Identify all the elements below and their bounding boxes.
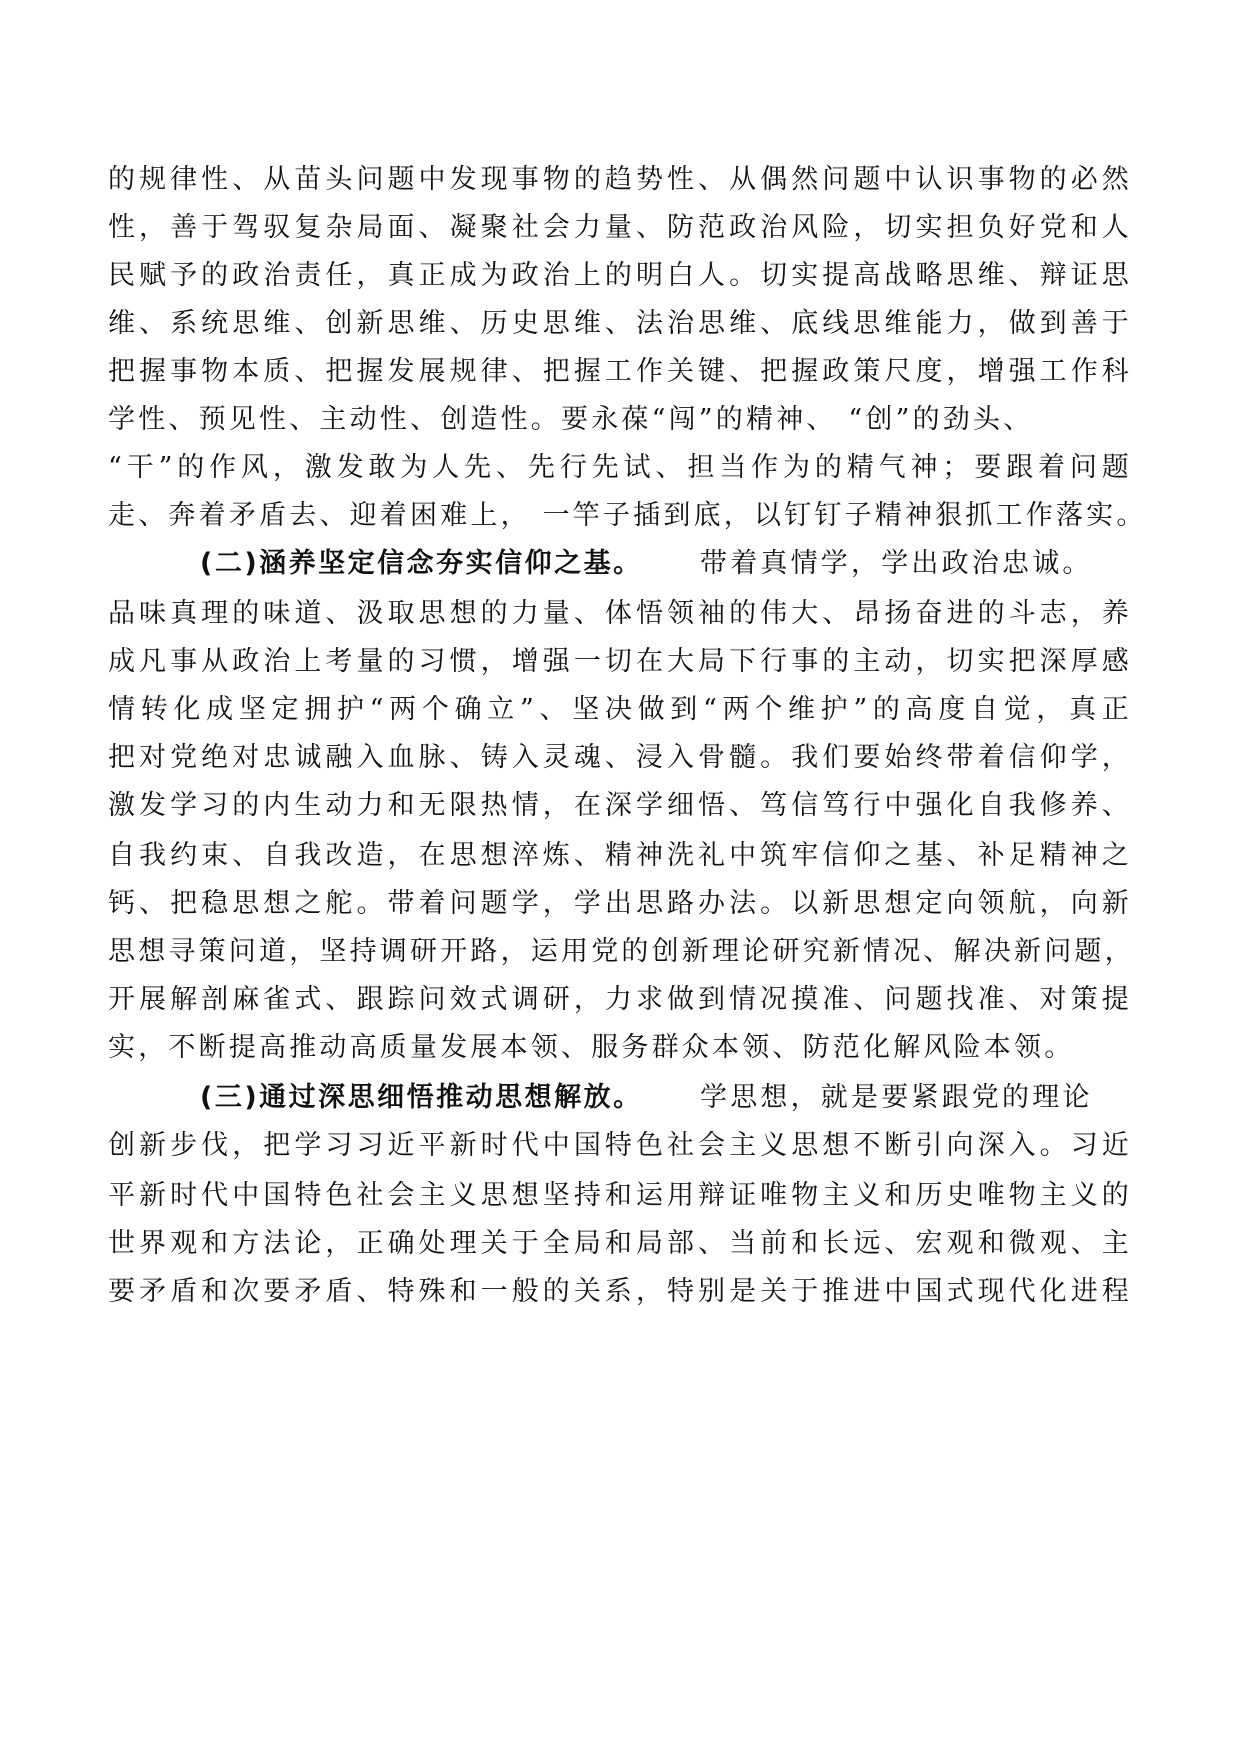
section-lead-text: 带着真情学，学出政治忠诚。	[700, 548, 1093, 579]
body-line: 开展解剖麻雀式、跟踪问效式调研，力求做到情况摸准、问题找准、对策提	[108, 984, 1132, 1015]
body-line: 世界观和方法论，正确处理关于全局和局部、当前和长远、宏观和微观、主	[108, 1228, 1132, 1259]
body-line: 维、系统思维、创新思维、历史思维、法治思维、底线思维能力，做到善于	[108, 308, 1132, 339]
body-line: 激发学习的内生动力和无限热情，在深学细悟、笃信笃行中强化自我修养、	[108, 790, 1132, 821]
body-line: 成凡事从政治上考量的习惯，增强一切在大局下行事的主动，切实把深厚感	[108, 646, 1132, 677]
section-lead-text: 学思想，就是要紧跟党的理论	[700, 1082, 1093, 1113]
body-line: 性，善于驾驭复杂局面、凝聚社会力量、防范政治风险，切实担负好党和人	[108, 212, 1132, 243]
body-line: 创新步伐，把学习习近平新时代中国特色社会主义思想不断引向深入。习近	[108, 1130, 1132, 1161]
section-heading: (三)通过深思细悟推动思想解放。	[200, 1082, 643, 1113]
body-line: 把握事物本质、把握发展规律、把握工作关键、把握政策尺度，增强工作科	[108, 356, 1132, 387]
body-line: 情转化成坚定拥护“两个确立”、坚决做到“两个维护”的高度自觉，真正	[108, 694, 1132, 725]
body-line: “干”的作风，激发敢为人先、先行先试、担当作为的精气神；要跟着问题	[108, 452, 1132, 483]
body-line: 实，不断提高推动高质量发展本领、服务群众本领、防范化解风险本领。	[108, 1032, 1075, 1063]
body-line: 把对党绝对忠诚融入血脉、铸入灵魂、浸入骨髓。我们要始终带着信仰学，	[108, 742, 1132, 773]
body-line: 自我约束、自我改造，在思想淬炼、精神洗礼中筑牢信仰之基、补足精神之	[108, 840, 1132, 871]
body-line: 平新时代中国特色社会主义思想坚持和运用辩证唯物主义和历史唯物主义的	[108, 1180, 1132, 1211]
body-line: 思想寻策问道，坚持调研开路，运用党的创新理论研究新情况、解决新问题，	[108, 936, 1135, 967]
body-line: 民赋予的政治责任，真正成为政治上的明白人。切实提高战略思维、辩证思	[108, 260, 1132, 291]
body-line: 钙、把稳思想之舵。带着问题学，学出思路办法。以新思想定向领航，向新	[108, 888, 1132, 919]
body-line: 要矛盾和次要矛盾、特殊和一般的关系，特别是关于推进中国式现代化进程	[108, 1276, 1132, 1307]
body-line: 的规律性、从苗头问题中发现事物的趋势性、从偶然问题中认识事物的必然	[108, 164, 1132, 195]
body-line: 学性、预见性、主动性、创造性。要永葆“闯”的精神、 “创”的劲头、	[108, 404, 1034, 435]
section-heading: (二)涵养坚定信念夯实信仰之基。	[200, 548, 643, 579]
body-line: 品味真理的味道、汲取思想的力量、体悟领袖的伟大、昂扬奋进的斗志，养	[108, 598, 1132, 629]
body-line: 走、奔着矛盾去、迎着困难上， 一竿子插到底，以钉钉子精神狠抓工作落实。	[108, 500, 1147, 531]
